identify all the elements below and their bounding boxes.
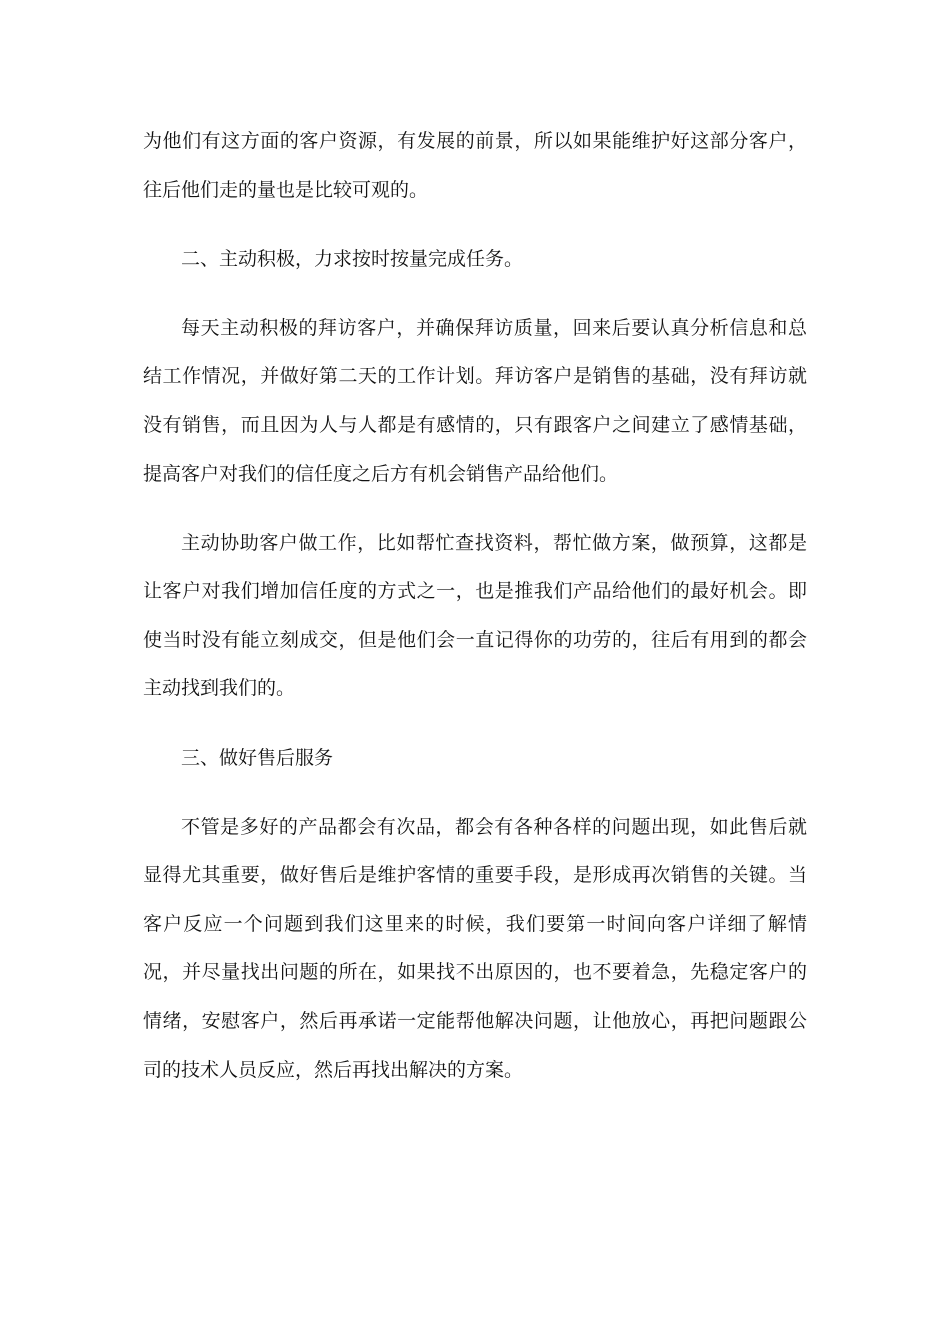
section-heading-2: 二、主动积极，力求按时按量完成任务。 (181, 247, 524, 270)
document-page (143, 117, 807, 1115)
paragraph-visit-clients: 每天主动积极的拜访客户，并确保拜访质量，回来后要认真分析信息和总结工作情况，并做好第二天的工作计划。拜访客户是销售的基础，没有拜访就没有销售，而且因为人与人都是有感情的，只有跟客户之间建立了感情基础，提高客户对我们的信任度之后方有机会销售产品给他们。 (143, 316, 807, 485)
paragraph-continuation: 为他们有这方面的客户资源，有发展的前景，所以如果能维护好这部分客户，往后他们走的量也是比较可观的。 (143, 130, 807, 201)
section-heading-3: 三、做好售后服务 (181, 746, 334, 769)
paragraph-assist-clients: 主动协助客户做工作，比如帮忙查找资料，帮忙做方案，做预算，这都是让客户对我们增加信任度的方式之一，也是推我们产品给他们的最好机会。即使当时没有能立刻成交，但是他们会一直记得你的功劳的，往后有用到的都会主动找到我们的。 (143, 531, 807, 700)
paragraph-after-sales: 不管是多好的产品都会有次品，都会有各种各样的问题出现，如此售后就显得尤其重要，做好售后是维护客情的重要手段，是形成再次销售的关键。当客户反应一个问题到我们这里来的时候，我们要第一时间向客户详细了解情况，并尽量找出问题的所在，如果找不出原因的，也不要着急，先稳定客户的情绪，安慰客户，然后再承诺一定能帮他解决问题，让他放心，再把问题跟公司的技术人员反应，然后再找出解决的方案。 (143, 815, 807, 1081)
